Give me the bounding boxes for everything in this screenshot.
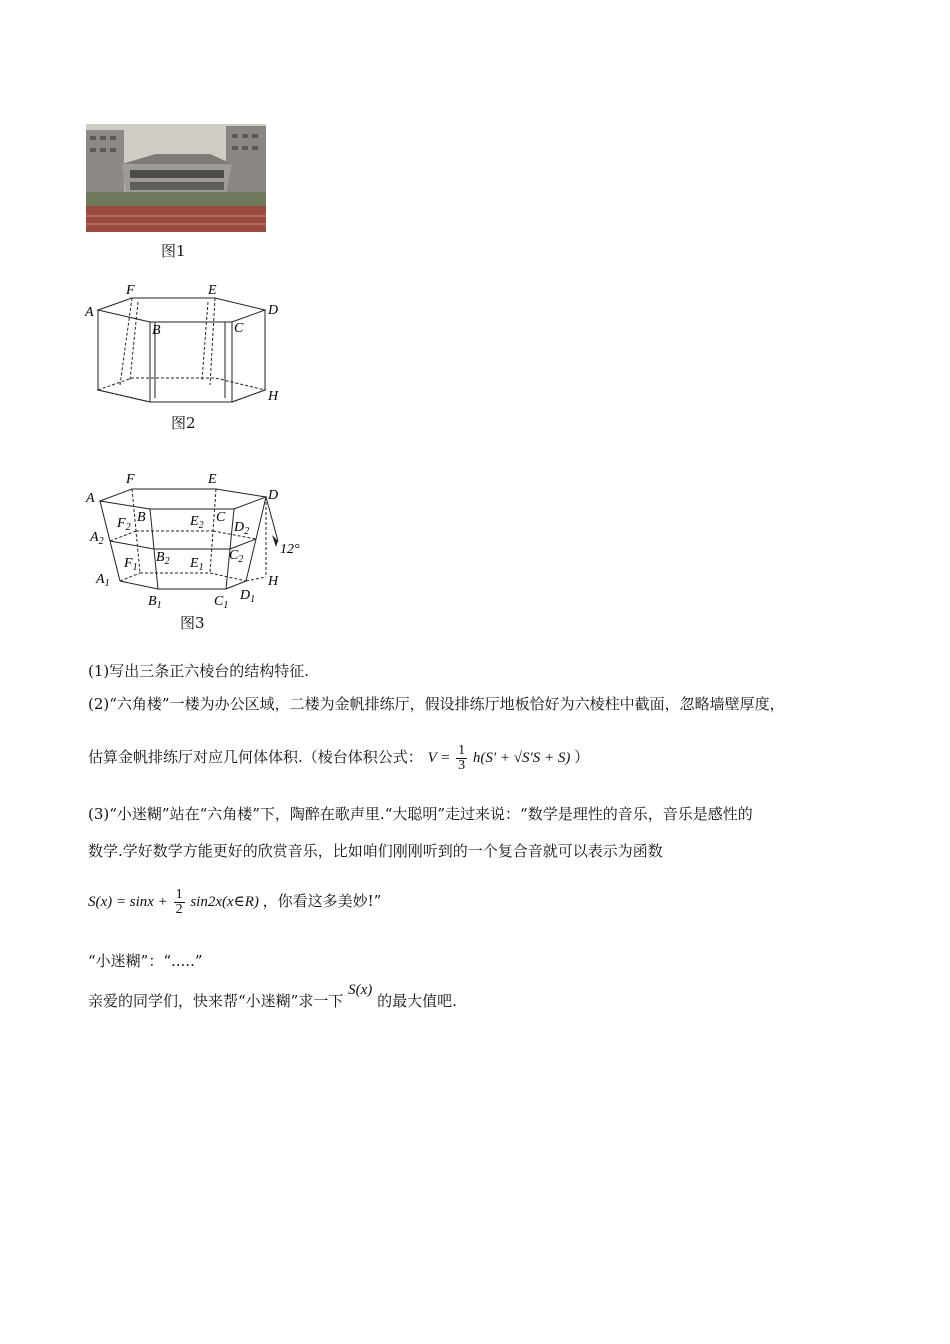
building-photo (86, 124, 266, 232)
question-3-line-4: “小迷糊”：“.....” (88, 952, 203, 970)
label-e: E (208, 283, 217, 298)
question-3-line-1: (3)“小迷糊”站在“六角楼”下，陶醉在歌声里.“大聪明”走过来说：“数学是理性的音乐，音乐是感性的 (88, 805, 753, 823)
label-d2: $D_2$ (234, 520, 250, 537)
q2-text-prefix: 估算金帆排练厅对应几何体体积.（棱台体积公式： (88, 747, 423, 766)
label-f: F (126, 472, 135, 487)
label-a: A (86, 491, 95, 506)
question-3-line-2: 数学.学好数学方能更好的欣赏音乐，比如咱们刚刚听到的一个复合音就可以表示为函数 (88, 842, 663, 860)
label-a2: $A_2$ (90, 530, 104, 547)
q2-text-suffix: ） (574, 747, 590, 766)
label-c1: $C_1$ (214, 594, 229, 611)
building-photo-drawing (86, 124, 266, 232)
label-c2: $C_2$ (229, 548, 244, 565)
label-d: D (268, 488, 279, 503)
question-2-line-1: (2)“六角楼”一楼为办公区域，二楼为金帆排练厅，假设排练厅地板恰好为六棱柱中截面，忽略墙壁厚度， (88, 695, 785, 713)
label-b: B (137, 510, 146, 525)
label-e1: $E_1$ (190, 556, 204, 573)
function-s-inline: S(x) (348, 982, 373, 998)
question-3-line-5 (88, 982, 457, 1011)
figure-3-frustum (80, 465, 310, 615)
label-f1: $F_1$ (124, 556, 138, 573)
figure-1-caption: 图1 (161, 242, 186, 260)
label-b1: $B_1$ (148, 594, 162, 611)
function-s-definition: S(x) = sinx + $\frac{1}{2}$ sin2x(x∈R) (88, 887, 259, 917)
label-f: F (126, 283, 135, 298)
figure-2-prism (80, 280, 300, 415)
label-d: D (268, 303, 279, 318)
label-e: E (208, 472, 217, 487)
label-f2: $F_2$ (117, 516, 131, 533)
figure-2-caption: 图2 (171, 414, 196, 432)
label-e2: $E_2$ (190, 514, 204, 531)
question-1: (1)写出三条正六棱台的结构特征. (88, 662, 310, 680)
q3-text-suffix: ，你看这多美妙!” (262, 891, 382, 910)
q3-line5-prefix: 亲爱的同学们，快来帮“小迷糊”求一下 (88, 992, 344, 1010)
fraction-one-half: $\frac{1}{2}$ (175, 887, 183, 917)
label-a: A (85, 305, 94, 320)
label-b2: $B_2$ (156, 550, 170, 567)
question-2-line-2 (88, 744, 589, 773)
fraction-one-third: $\frac{1}{3}$ (458, 743, 466, 773)
label-c: C (234, 321, 244, 336)
label-c: C (216, 510, 226, 525)
volume-formula: V = $\frac{1}{3}$ h(S′ + √S′S + S) (427, 743, 571, 773)
label-angle: 12° (280, 542, 300, 557)
label-b: B (152, 323, 161, 338)
label-d1: $D_1$ (240, 588, 256, 605)
label-a1: $A_1$ (96, 572, 110, 589)
figure-3-caption: 图3 (180, 614, 205, 632)
question-3-line-3 (88, 888, 381, 917)
label-h: H (268, 574, 279, 589)
label-h: H (268, 389, 279, 404)
q3-line5-suffix: 的最大值吧. (377, 992, 457, 1010)
